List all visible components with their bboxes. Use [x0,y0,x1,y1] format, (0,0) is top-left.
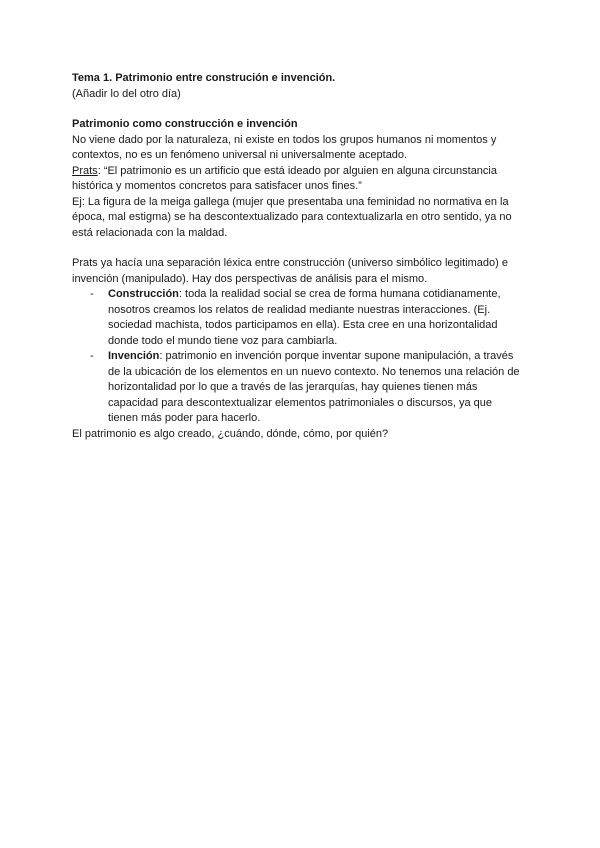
paragraph-line: contextos, no es un fenómeno universal ni universalmente aceptado. [72,149,408,161]
prats-quote [72,164,532,195]
list-item-invencion [72,349,532,427]
prats-label: Prats [72,164,98,177]
term-invencion: Invención [108,350,160,362]
section1-paragraph [72,133,532,164]
list-item-text: donde todo el mundo tiene voz para cambiarla. [108,334,338,347]
paragraph-line: está relacionada con la maldad. [72,226,228,239]
section-heading: Patrimonio como construcción e invención [72,118,298,130]
list-item-text: : patrimonio en invención porque inventar supone manipulación, a través [159,350,514,362]
list-item-text: horizontalidad por lo que a través de las jerarquías, hay quienes tienen más [108,381,478,393]
paragraph-line: Ej: La figura de la meiga gallega (mujer que presentaba una feminidad no normativa en la [72,195,509,208]
list-item-text: de la ubicación de los elementos en un nuevo contexto. No tenemos una relación de [108,365,520,378]
list-item-text: capacidad para descontextualizar elementos patrimoniales o discursos, ya que [108,396,492,409]
term-construccion: Construcción [108,288,179,300]
list-item-construccion [72,287,532,349]
prats-quote-text: : “El patrimonio es un artificio que está ideado por alguien en alguna circunstancia [97,164,497,177]
list-item-text: : toda la realidad social se crea de forma humana cotidianamente, [178,288,501,300]
bullet-dash: - [90,350,94,362]
document-title: Tema 1. Patrimonio entre construción e invención. [72,72,336,84]
bullet-dash: - [90,288,94,300]
list-item-text: nosotros creamos los relatos de realidad mediante nuestras interacciones. (Ej. [108,303,491,316]
paragraph-line: invención (manipulado). Hay dos perspectivas de análisis para el mismo. [72,272,428,285]
paragraph-line: época, mal estigma) se ha descontextualizado para contextualizarla en otro sentido, ya no [72,211,512,223]
perspectives-list [72,287,532,427]
closing-question: El patrimonio es algo creado, ¿cuándo, dónde, cómo, por quién? [72,427,389,440]
paragraph-line: Prats ya hacía una separación léxica entre construcción (universo simbólico legitimado) e [72,257,508,269]
paragraph-line: No viene dado por la naturaleza, ni existe en todos los grupos humanos ni momentos y [72,133,497,146]
prats-quote-continuation: histórica y momentos concretos para satisfacer unos fines.” [72,180,362,192]
document-subtitle: (Añadir lo del otro día) [72,87,181,100]
example-paragraph [72,195,532,242]
list-item-text: sociedad machista, todos participamos en ella). Esta cree en una horizontalidad [108,319,498,331]
intro-paragraph [72,256,532,287]
list-item-text: tienen más poder para hacerlo. [108,412,261,424]
document-page [72,71,532,442]
